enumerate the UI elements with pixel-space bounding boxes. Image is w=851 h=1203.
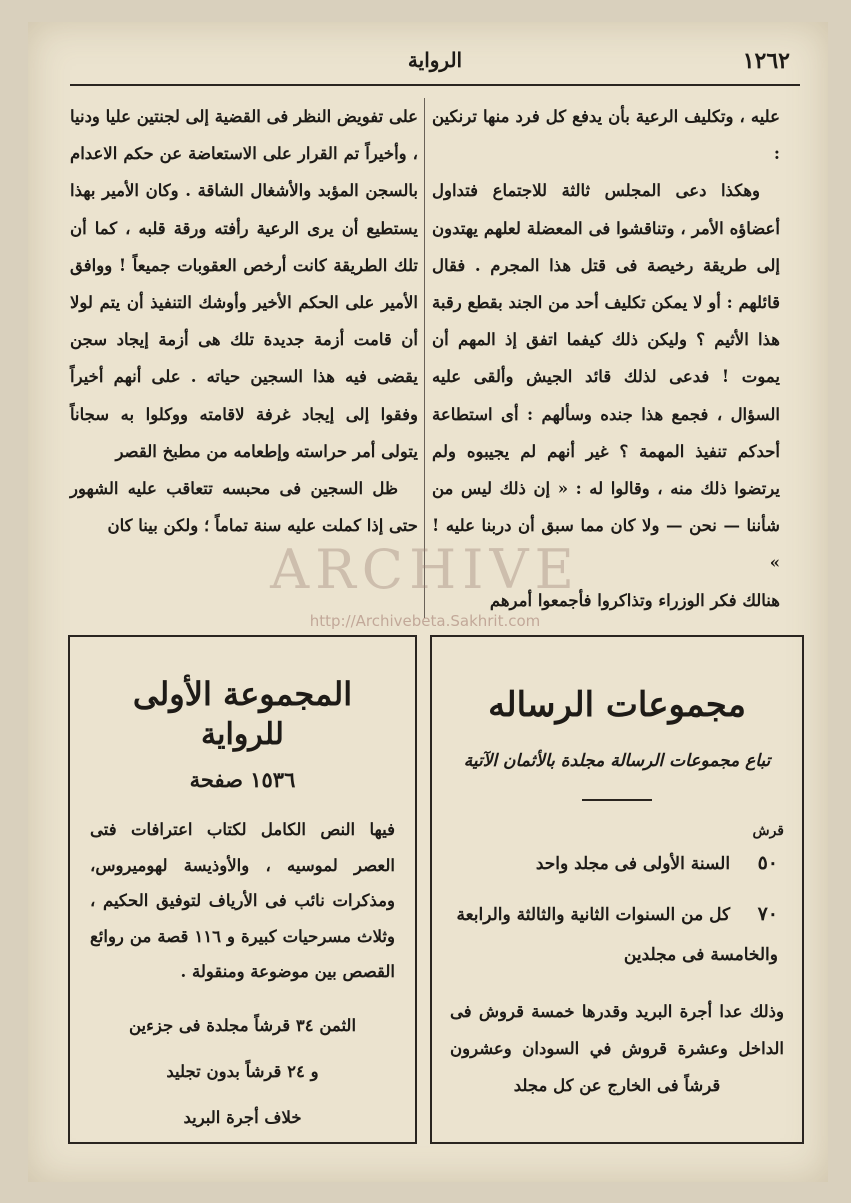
- price-description: السنة الأولى فى مجلد واحد: [535, 854, 731, 874]
- price-value: ٧٠: [757, 903, 778, 925]
- ad-box-riwaya-collection: [68, 635, 417, 1144]
- ad-title: مجموعات الرساله: [488, 685, 746, 725]
- column-divider: [424, 98, 425, 618]
- article-column-left: [70, 98, 418, 544]
- cost-line: الثمن ٣٤ قرشاً مجلدة فى جزءين: [128, 1015, 357, 1035]
- currency-label: قرش: [752, 823, 784, 839]
- price-description: كل من السنوات الثانية والثالثة والرابعة والخامسة فى مجلدين: [456, 905, 778, 965]
- paragraph: ظل السجين فى محبسه تتعاقب عليه الشهور حتى إذا كملت عليه سنة تماماً ؛ ولكن بينا كان: [70, 479, 418, 536]
- ad-box-risala-collections: [430, 635, 804, 1144]
- price-item: [456, 843, 778, 884]
- page-header: [70, 42, 800, 80]
- paragraph: على تفويض النظر فى القضية إلى لجنتين عليا ودنيا ، وأخيراً تم القرار على الاستعاضة عن حكم الاعدام بالسجن المؤبد والأشغال الشاقة . وكان الأمير بهذا يستطيع أن يرى الرعية رأفته ورقة قلبه ، كما أن تلك الطريقة كانت أرخص العقوبات جميعاً ! ووافق الأمير على الحكم الأخير وأوشك التنفيذ أن يتم لولا أن قامت أزمة جديدة تلك هى أزمة إيجاد سجن يقضى فيه هذا السجين حياته . على أنهم أخيراً وفقوا إلى إيجاد غرفة لاقامته ووكلوا به سجاناً يتولى أمر حراسته وإطعامه من مطبخ القصر: [69, 107, 418, 461]
- paragraph: وهكذا دعى المجلس ثالثة للاجتماع فتداول أعضاؤه الأمر ، وتناقشوا فى المعضلة لعلهم يهتدون إلى طريقة رخيصة فى قتل هذا المجرم . فقال قائلهم : أو لا يمكن تكليف أحد من الجند بقطع رقبة هذا الأثيم ؟ وليكن ذلك كيفما اتفق إذ المهم أن يموت ! فدعى لذلك قائد الجيش وألقى عليه السؤال ، فجمع هذا جنده وسألهم : أى استطاعة أحدكم تنفيذ المهمة ؟ غير أنهم لم يجيبوه ولم يرتضوا ذلك منه ، وقالوا له : « إن ذلك ليس من شأننا — نحن — ولا كان مما سبق أن دربنا عليه ! »: [432, 181, 780, 573]
- watermark-url: http://Archivebeta.Sakhrit.com: [309, 612, 541, 630]
- cost-line: و ٢٤ قرشاً بدون تجليد: [166, 1061, 319, 1081]
- watermark-word: ARCHIVE: [270, 538, 580, 601]
- page-count: ١٥٣٦ صفحة: [189, 767, 296, 792]
- price-value: ٥٠: [757, 852, 778, 874]
- paragraph: هنالك فكر الوزراء وتذاكروا فأجمعوا أمرهم: [489, 590, 780, 610]
- ad-description: فيها النص الكامل لكتاب اعترافات فتى العصر لموسيه ، والأوذيسة لهوميروس، ومذكرات نائب فى الأرياف لتوفيق الحكيم ، وثلاث مسرحيات كبيرة و ١١٦ قصة من روائع القصص بين موضوعة ومنقولة .: [90, 820, 395, 981]
- ad-title-line2: للرواية: [201, 717, 284, 752]
- divider: [582, 799, 652, 801]
- price-list: [432, 843, 802, 975]
- page-number: ١٢٦٢: [742, 48, 790, 74]
- ad-title: المجموعة الأولى: [132, 675, 353, 713]
- paragraph: عليه ، وتكليف الرعية بأن يدفع كل فرد منها ترنكين :: [432, 107, 780, 164]
- postage-note: وذلك عدا أجرة البريد وقدرها خمسة قروش فى الداخل وعشرة قروش في السودان وعشرون قرشاً فى الخارج عن كل مجلد: [450, 1002, 784, 1095]
- running-title: الرواية: [407, 48, 463, 72]
- cost-line: خلاف أجرة البريد: [183, 1107, 302, 1127]
- article-column-right: [432, 98, 780, 619]
- ad-subtitle: تباع مجموعات الرسالة مجلدة بالأثمان الآتية: [463, 751, 771, 771]
- header-rule: [70, 84, 800, 86]
- price-item: [456, 894, 778, 975]
